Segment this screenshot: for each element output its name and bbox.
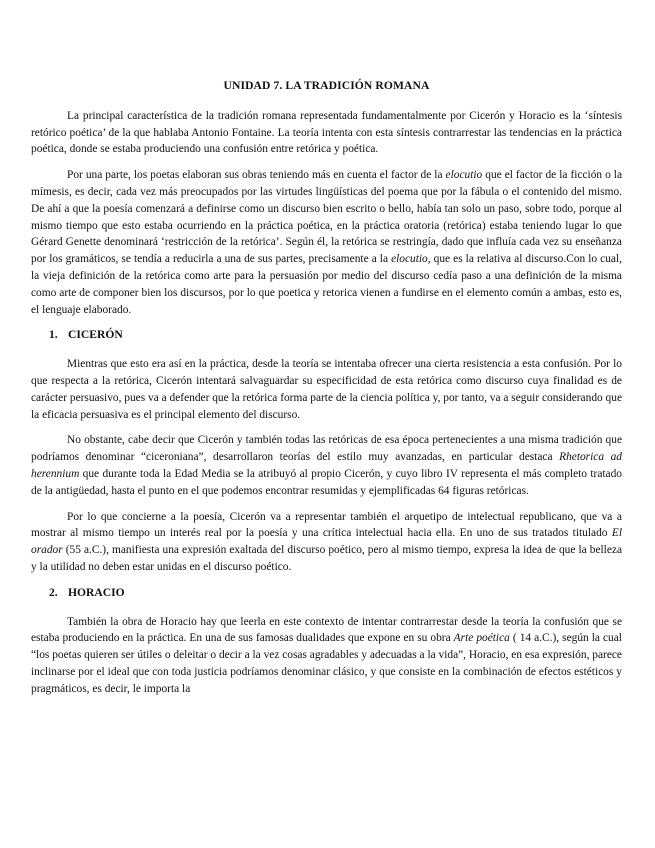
section-heading-horacio (31, 585, 622, 602)
section-heading-ciceron (31, 327, 622, 344)
text-run: que el factor de la ficción o la mímesis, es decir, cada vez más preocupados por las virtudes lingüísticas del poema que por la fábula o el contenido del mismo. De ahí a que la poesía comenzará a definirse como un discurso bien escrito o bello, había tan solo un paso, sobre todo, porque al mismo tiempo que esto estaba ocurriendo en la práctica poética, en la práctica oratoria (retórica) estaba teniendo lugar lo que Gérard Genette denominará ‘restricción de la retórica’. Según él, la retórica se restringía, dado que influía cada vez su enseñanza por los gramáticos, se tendía a reducirla a una de sus partes, precisamente a la (31, 169, 622, 266)
horacio-paragraph-1 (31, 614, 622, 698)
emphasis-term: elocutio (391, 253, 428, 266)
ciceron-paragraph-1: Mientras que esto era así en la práctica, desde la teoría se intentaba ofrecer una cierta resistencia a esta confusión. Por lo que respecta a la retórica, Cicerón intentará salvaguardar su especificidad de esta retórica como discurso cuya finalidad es de carácter persuasivo, pues va a defender que la retórica forma parte de la ciencia política y, por tanto, va a seguir considerando que la eficacia persuasiva es el principal elemento del discurso. (31, 358, 622, 421)
text-run: ( 14 a.C.), según la cual “los poetas quieren ser útiles o deleitar o decir a la vez cosas agradables y adecuadas a la vida”, Horacio, en esa expresión, parece inclinarse por el ideal que con toda justicia podríamos denominar clásico, y que consiste en la combinación de efectos estéticos y pragmáticos, es decir, le importa la (31, 632, 622, 695)
book-title: Arte poética (453, 632, 510, 645)
section-heading-text: HORACIO (68, 585, 125, 599)
text-run: Por una parte, los poetas elaboran sus obras teniendo más en cuenta el factor de la (67, 169, 446, 182)
section-heading-text: CICERÓN (68, 328, 123, 342)
page-title: UNIDAD 7. LA TRADICIÓN ROMANA (223, 79, 430, 92)
ciceron-paragraph-2 (31, 432, 622, 499)
text-run: (55 a.C.), manifiesta una expresión exaltada del discurso poético, pero al mismo tiempo, expresa la idea de que la belleza y la utilidad no deben estar unidas en el discurso poético. (31, 544, 622, 573)
text-run: , que es la relativa al discurso.Con lo cual, la vieja definición de la retórica como arte para la persuasión por medio del discurso cedía paso a una definición de la misma como arte de componer bien los discursos, por lo que poetica y retorica vienen a fundirse en el elemento común a ambas, esto es, el lenguaje elaborado. (31, 253, 622, 316)
section-number: 1. (49, 328, 58, 342)
text-run: También la obra de Horacio hay que leerla en este contexto de intentar contrarrestar desde la teoría la confusión que se estaba produciendo en la práctica. En una de sus famosas dualidades que expone en su obra (31, 615, 622, 645)
text-run: que durante toda la Edad Media se la atribuyó al propio Cicerón, y cuyo libro IV representa el más completo tratado de la antigüedad, hasta el punto en el que podemos encontrar resumidas y ejemplificadas 64 figuras retóricas. (31, 467, 622, 497)
book-title: Rhetorica ad herennium (31, 451, 623, 480)
text-run: Por lo que concierne a la poesía, Cicerón va a representar también el arquetipo de intelectual republicano, que va a mostrar al mismo tiempo un interés real por la poesía y una crítica intelectual hacia ella. En uno de sus tratados titulado (31, 510, 622, 540)
text-run: No obstante, cabe decir que Cicerón y también todas las retóricas de esa época pertenecientes a una misma tradición que podríamos denominar “ciceroniana”, desarrollaron teorías del estilo muy avanzadas, en particular destaca (31, 434, 622, 464)
intro-paragraph-1: La principal característica de la tradición romana representada fundamentalmente por Cicerón y Horacio es la ‘síntesis retórico poética’ de la que hablaba Antonio Fontaine. La teoría intenta con esta síntesis contrarrestar las tendencias en la práctica poética, donde se estaba produciendo una confusión entre retórica y poética. (31, 109, 622, 156)
intro-paragraph-2 (31, 167, 622, 318)
book-title: El orador (31, 527, 622, 557)
ciceron-paragraph-3 (31, 509, 622, 576)
emphasis-term: elocutio (445, 169, 483, 182)
section-number: 2. (49, 585, 58, 599)
